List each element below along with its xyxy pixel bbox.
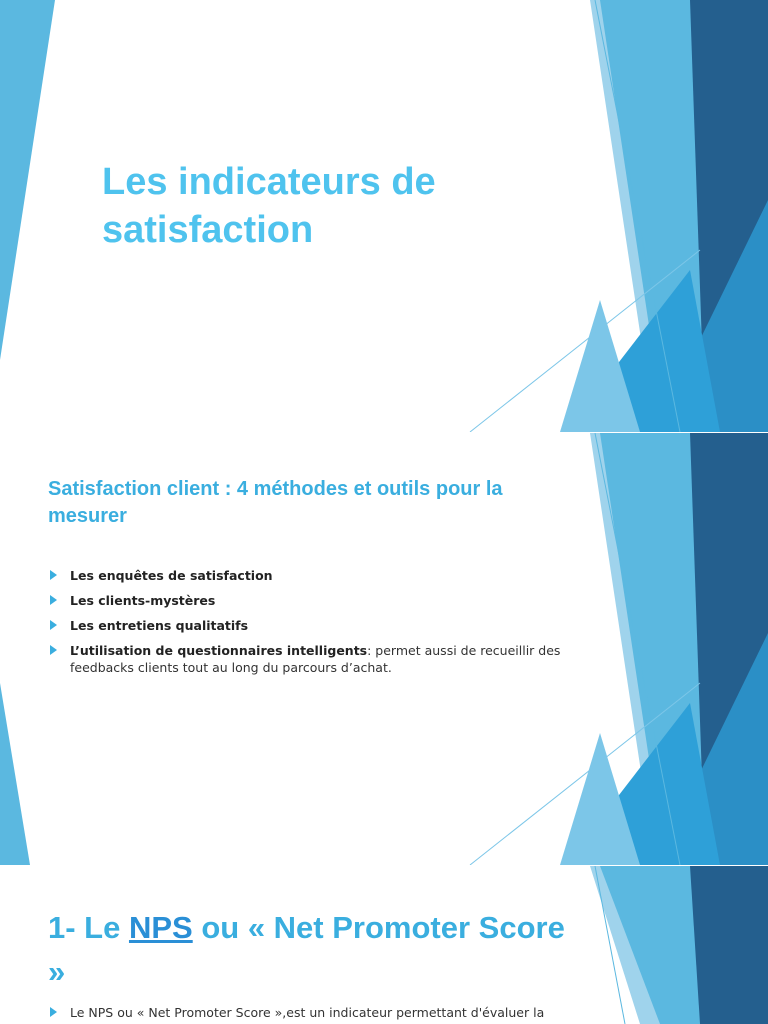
slide-1-title: Les indicateurs de satisfaction	[102, 161, 436, 251]
title-prefix: 1- Le	[48, 910, 129, 945]
title-suffix: ou « Net Promoter Score »	[48, 910, 565, 989]
bullet-arrow-icon	[50, 645, 57, 655]
nps-link[interactable]: NPS	[128, 910, 193, 945]
bullet-bold-text: Les clients-mystères	[70, 593, 216, 608]
list-item	[48, 617, 568, 634]
slide-3	[0, 866, 768, 1024]
slide-3-bullet	[48, 1004, 590, 1021]
bullet-bold-text: L’utilisation de questionnaires intelligents	[70, 643, 368, 658]
bullet-arrow-icon	[50, 570, 57, 580]
bullet-arrow-icon	[50, 595, 57, 605]
bullet-bold-text: Les entretiens qualitatifs	[70, 618, 249, 633]
bullet-text: Le NPS ou « Net Promoter Score »,est un indicateur permettant d'évaluer la	[70, 1005, 545, 1020]
bullet-arrow-icon	[50, 1007, 57, 1017]
list-item	[48, 642, 568, 676]
slide-2-title: Satisfaction client : 4 méthodes et outils pour la mesurer	[48, 478, 503, 527]
slide-2-bullet-list	[48, 567, 568, 684]
list-item	[48, 567, 568, 584]
slide-2	[0, 433, 768, 865]
bullet-text: : permet aussi de recueillir des feedbacks clients tout au long du parcours d’achat.	[70, 643, 561, 675]
slide-3-title	[48, 906, 568, 994]
bullet-arrow-icon	[50, 620, 57, 630]
list-item	[48, 592, 568, 609]
slide-1	[0, 0, 768, 432]
bullet-bold-text: Les enquêtes de satisfaction	[70, 568, 273, 583]
